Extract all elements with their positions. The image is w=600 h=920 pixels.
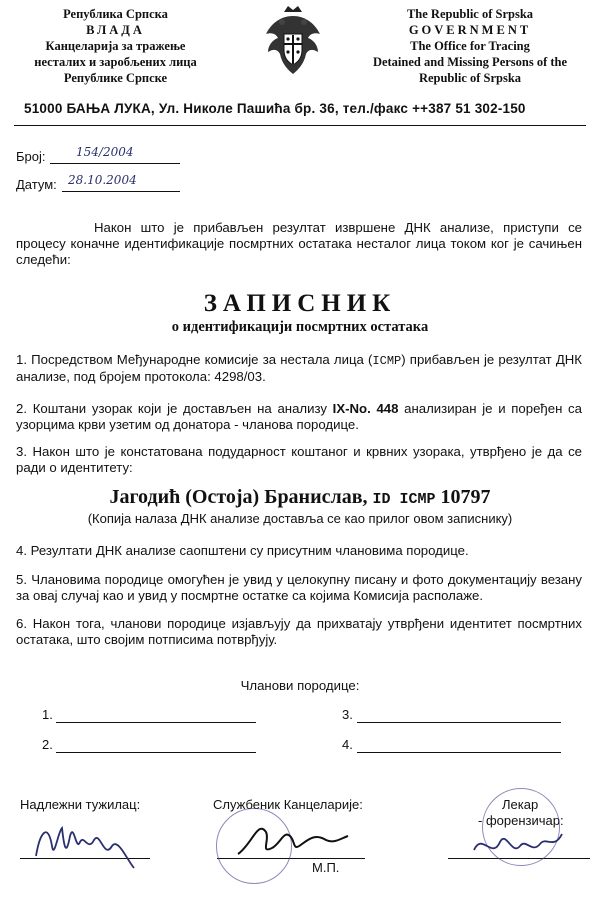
header-right-line-1: The Republic of Srpska bbox=[406, 7, 534, 21]
family-line-1 bbox=[56, 706, 256, 723]
paragraph-2-code: IX-No. 448 bbox=[332, 401, 399, 416]
identity-note: (Копија налаза ДНК анализе доставља се као прилог овом записнику) bbox=[87, 511, 513, 526]
paragraph-1-code: ICMP bbox=[372, 354, 402, 368]
header-right-line-5: Republic of Srpska bbox=[418, 71, 522, 85]
coat-of-arms-icon bbox=[262, 4, 324, 78]
person-name: Јагодић (Остоја) Бранислав, bbox=[109, 486, 368, 508]
document-subtitle: о идентификацији посмртних остатака bbox=[171, 319, 429, 335]
paragraph-3: 3. Након што је констатована подударност коштаног и крвних узорака, утврђено је да се ради о идентитету: bbox=[16, 444, 582, 475]
number-label: Број: bbox=[16, 149, 46, 164]
paragraph-6: 6. Након тога, чланови породице изјављују да прихватају утврђени идентитет посмртних остатака, што својим потписима потврђују. bbox=[16, 616, 582, 647]
date-label: Датум: bbox=[16, 177, 57, 192]
paragraph-1-start: 1. Посредством Међународне комисије за нестала лица ( bbox=[16, 352, 373, 367]
office-address: 51000 БАЊА ЛУКА, Ул. Николе Пашића бр. 36, тел./факс ++387 51 302-150 bbox=[24, 101, 526, 116]
family-heading: Чланови породице: bbox=[240, 678, 360, 693]
doctor-label-1: Лекар bbox=[502, 797, 539, 812]
number-value: 154/2004 bbox=[76, 145, 134, 159]
paragraph-1 bbox=[16, 352, 582, 385]
doctor-signature-icon bbox=[466, 820, 566, 870]
paragraph-2-start: 2. Коштани узорак који је достављен на анализу bbox=[16, 401, 333, 416]
header-divider bbox=[14, 125, 586, 126]
family-line-2-number: 2. bbox=[42, 737, 53, 752]
paragraph-2-end: анализиран је и поређен са узорцима крви узетим од донатора - чланова породице. bbox=[16, 401, 582, 432]
date-value: 28.10.2004 bbox=[68, 173, 137, 187]
doctor-label-2: - форензичар: bbox=[478, 813, 564, 828]
id-number: 10797 bbox=[440, 486, 491, 508]
paragraph-4: 4. Резултати ДНК анализе саопштени су присутним члановима породице. bbox=[16, 543, 469, 558]
family-line-2 bbox=[56, 736, 256, 753]
header-right-line-2: GOVERNMENT bbox=[408, 23, 532, 37]
paragraph-5: 5. Члановима породице омогућен је увид у целокупну писану и фото документацију везану за овај случај као и увид у посмртне остатке са којима Комисија располаже. bbox=[16, 572, 582, 603]
seal-label: М.П. bbox=[312, 860, 340, 875]
prosecutor-signature-icon bbox=[30, 812, 140, 872]
header-left-line-4: несталих и заробљених лица bbox=[34, 55, 197, 69]
officer-signature-icon bbox=[232, 814, 352, 864]
header-right-line-3: The Office for Tracing bbox=[410, 39, 530, 53]
family-line-1-number: 1. bbox=[42, 707, 53, 722]
intro-paragraph: Након што је прибављен резултат извршене ДНК анализе, приступи се процесу коначне идентификације посмртних остатака несталог лица током ког је сачињен следећи: bbox=[16, 220, 582, 267]
prosecutor-label: Надлежни тужилац: bbox=[20, 797, 141, 812]
family-line-4 bbox=[357, 736, 561, 753]
identified-person bbox=[0, 486, 600, 509]
header-left-line-1: Република Српска bbox=[63, 7, 168, 21]
paragraph-1-end: ) прибављен је резултат ДНК анализе, под бројем протокола: 4298/03. bbox=[16, 352, 582, 384]
header-right-line-4: Detained and Missing Persons of the bbox=[372, 55, 568, 69]
family-line-3 bbox=[357, 706, 561, 723]
family-line-3-number: 3. bbox=[342, 707, 353, 722]
header-left-block bbox=[8, 6, 223, 86]
id-label: ID ICMP bbox=[372, 491, 436, 508]
officer-label: Службеник Канцеларије: bbox=[213, 797, 363, 812]
family-line-4-number: 4. bbox=[342, 737, 353, 752]
header-right-block bbox=[342, 6, 598, 86]
header-left-line-3: Канцеларија за тражење bbox=[45, 39, 186, 53]
document-title: ЗАПИСНИК bbox=[203, 290, 397, 317]
paragraph-2 bbox=[16, 401, 582, 433]
header-left-line-2: ВЛАДА bbox=[86, 23, 145, 37]
header-left-line-5: Републике Српске bbox=[63, 71, 168, 85]
